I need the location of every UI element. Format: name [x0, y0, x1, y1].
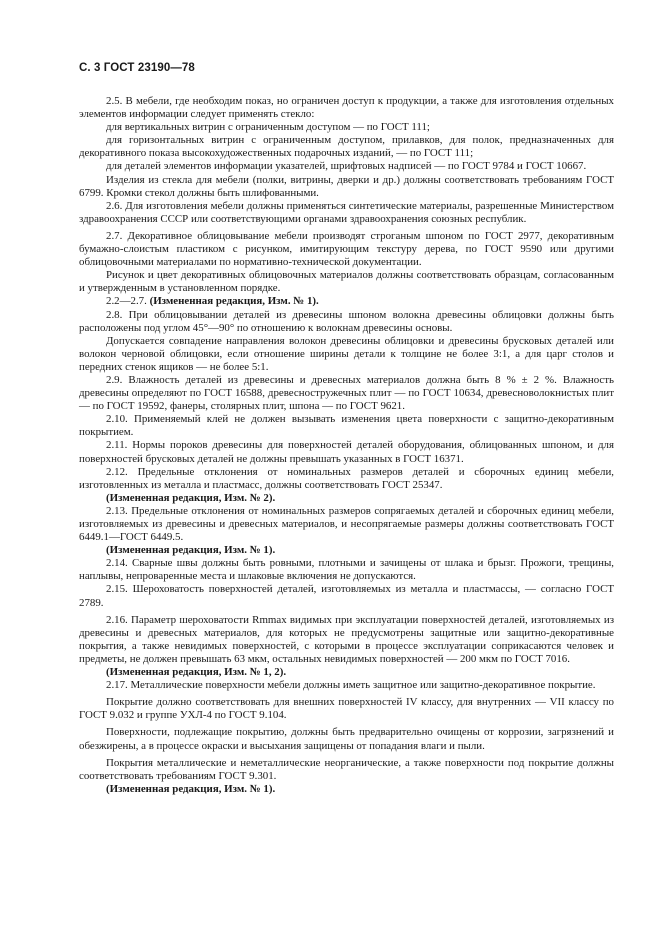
document-body — [79, 95, 614, 796]
paragraph: 2.7. Декоративное облицовывание мебели производят строганым шпоном по ГОСТ 2977, декоративным бумажно-слоистым пластиком с рисунком, имитирующим текстуру дерева, по ГОСТ 9590 или другими облицовочными материалами по нормативно-технической документации. — [79, 229, 614, 269]
paragraph: 2.9. Влажность деталей из древесины и древесных материалов должна быть 8 % ± 2 %. Влажность древесины определяют по ГОСТ 16588, древесностружечных плит — по ГОСТ 10634, древесноволокнистых плит — по ГОСТ 19592, фанеры, столярных плит, шпона — по ГОСТ 9621. — [79, 373, 614, 413]
paragraph: Поверхности, подлежащие покрытию, должны быть предварительно очищены от коррозии, загрязнений и обезжирены, а в процессе окраски и высыхания защищены от попадания влаги и пыли. — [79, 726, 614, 752]
amendment-note: (Измененная редакция, Изм. № 1, 2). — [106, 666, 287, 679]
amendment-label: (Измененная редакция, Изм. № 1). — [149, 295, 319, 308]
paragraph: 2.12. Предельные отклонения от номинальных размеров деталей и сборочных единиц мебели, изготовленных из металла и пластмасс, должны соответствовать ГОСТ 25347. — [79, 465, 614, 491]
amendment-note: 2.2—2.7. (Измененная редакция, Изм. № 1). — [106, 295, 319, 308]
amendment-note: (Измененная редакция, Изм. № 1). — [106, 782, 276, 795]
paragraph: 2.5. В мебели, где необходим показ, но ограничен доступ к продукции, а также для изготовления отдельных элементов информации следует применять стекло: — [79, 95, 614, 121]
paragraph: 2.8. При облицовывании деталей из древесины шпоном волокна древесины облицовки должны быть расположены под углом 45°—90° по отношению к волокнам древесины основы. — [79, 308, 614, 334]
paragraph: 2.15. Шероховатость поверхностей деталей, изготовляемых из металла и пластмассы, — согласно ГОСТ 2789. — [79, 583, 614, 609]
paragraph: для деталей элементов информации указателей, шрифтовых надписей — по ГОСТ 9784 и ГОСТ 10667. — [106, 160, 587, 173]
paragraph: Изделия из стекла для мебели (полки, витрины, дверки и др.) должны соответствовать требованиям ГОСТ 6799. Кромки стекол должны быть шлифованными. — [79, 173, 614, 199]
amendment-note: (Измененная редакция, Изм. № 2). — [106, 491, 276, 504]
paragraph: 2.14. Сварные швы должны быть ровными, плотными и зачищены от шлака и брызг. Прожоги, трещины, наплывы, непроваренные места и шлаковые включения не допускаются. — [79, 557, 614, 583]
paragraph: 2.17. Металлические поверхности мебели должны иметь защитное или защитно-декоративное покрытие. — [106, 679, 596, 692]
paragraph: 2.10. Применяемый клей не должен вызывать изменения цвета поверхности с защитно-декоративным покрытием. — [79, 413, 614, 439]
amendment-note: (Измененная редакция, Изм. № 1). — [106, 544, 276, 557]
paragraph: Допускается совпадение направления волокон древесины облицовки и древесины брусковых деталей или волокон черновой облицовки, если отношение ширины детали к толщине не более 3:1, а для царг столов и передних стенок ящиков — не более 5:1. — [79, 334, 614, 373]
page-header: С. 3 ГОСТ 23190—78 — [79, 62, 195, 74]
paragraph: для горизонтальных витрин с ограниченным доступом, прилавков, для полок, предназначенных для декоративного показа высокохудожественных подарочных изданий, — по ГОСТ 111; — [79, 134, 614, 160]
paragraph: 2.13. Предельные отклонения от номинальных размеров сопрягаемых деталей и сборочных единиц мебели, изготовляемых из древесины и древесных материалов, и несопрягаемые размеры должны соответствовать ГОСТ 6449.1—ГОСТ 6449.5. — [79, 504, 614, 544]
paragraph: Покрытия металлические и неметаллические неорганические, а также поверхности под покрытие должны соответствовать требованиям ГОСТ 9.301. — [79, 756, 614, 782]
paragraph: 2.16. Параметр шероховатости Rmmax видимых при эксплуатации поверхностей деталей, изготовляемых из древесины и древесных материалов, для которых не предусмотрены защитные или защитно-декоративные покрытия, а также невидимых поверхностей, с которыми в процессе эксплуатации соприкасаются человек и предметы, не должен превышать 63 мкм, остальных невидимых поверхностей — 200 мкм по ГОСТ 7016. — [79, 613, 614, 665]
paragraph: Покрытие должно соответствовать для внешних поверхностей IV классу, для внутренних — VII классу по ГОСТ 9.032 и группе УХЛ-4 по ГОСТ 9.104. — [79, 696, 614, 722]
paragraph: 2.6. Для изготовления мебели должны применяться синтетические материалы, разрешенные Министерством здравоохранения СССР или соответствующими органами здравоохранения союзных республик. — [79, 199, 614, 225]
paragraph: для вертикальных витрин с ограниченным доступом — по ГОСТ 111; — [106, 121, 430, 134]
paragraph: 2.11. Нормы пороков древесины для поверхностей деталей оборудования, облицованных шпоном, и для поверхностей брусковых деталей не должны превышать указанных в ГОСТ 16371. — [79, 439, 614, 465]
paragraph: Рисунок и цвет декоративных облицовочных материалов должны соответствовать образцам, согласованным и утвержденным в установленном порядке. — [79, 269, 614, 295]
